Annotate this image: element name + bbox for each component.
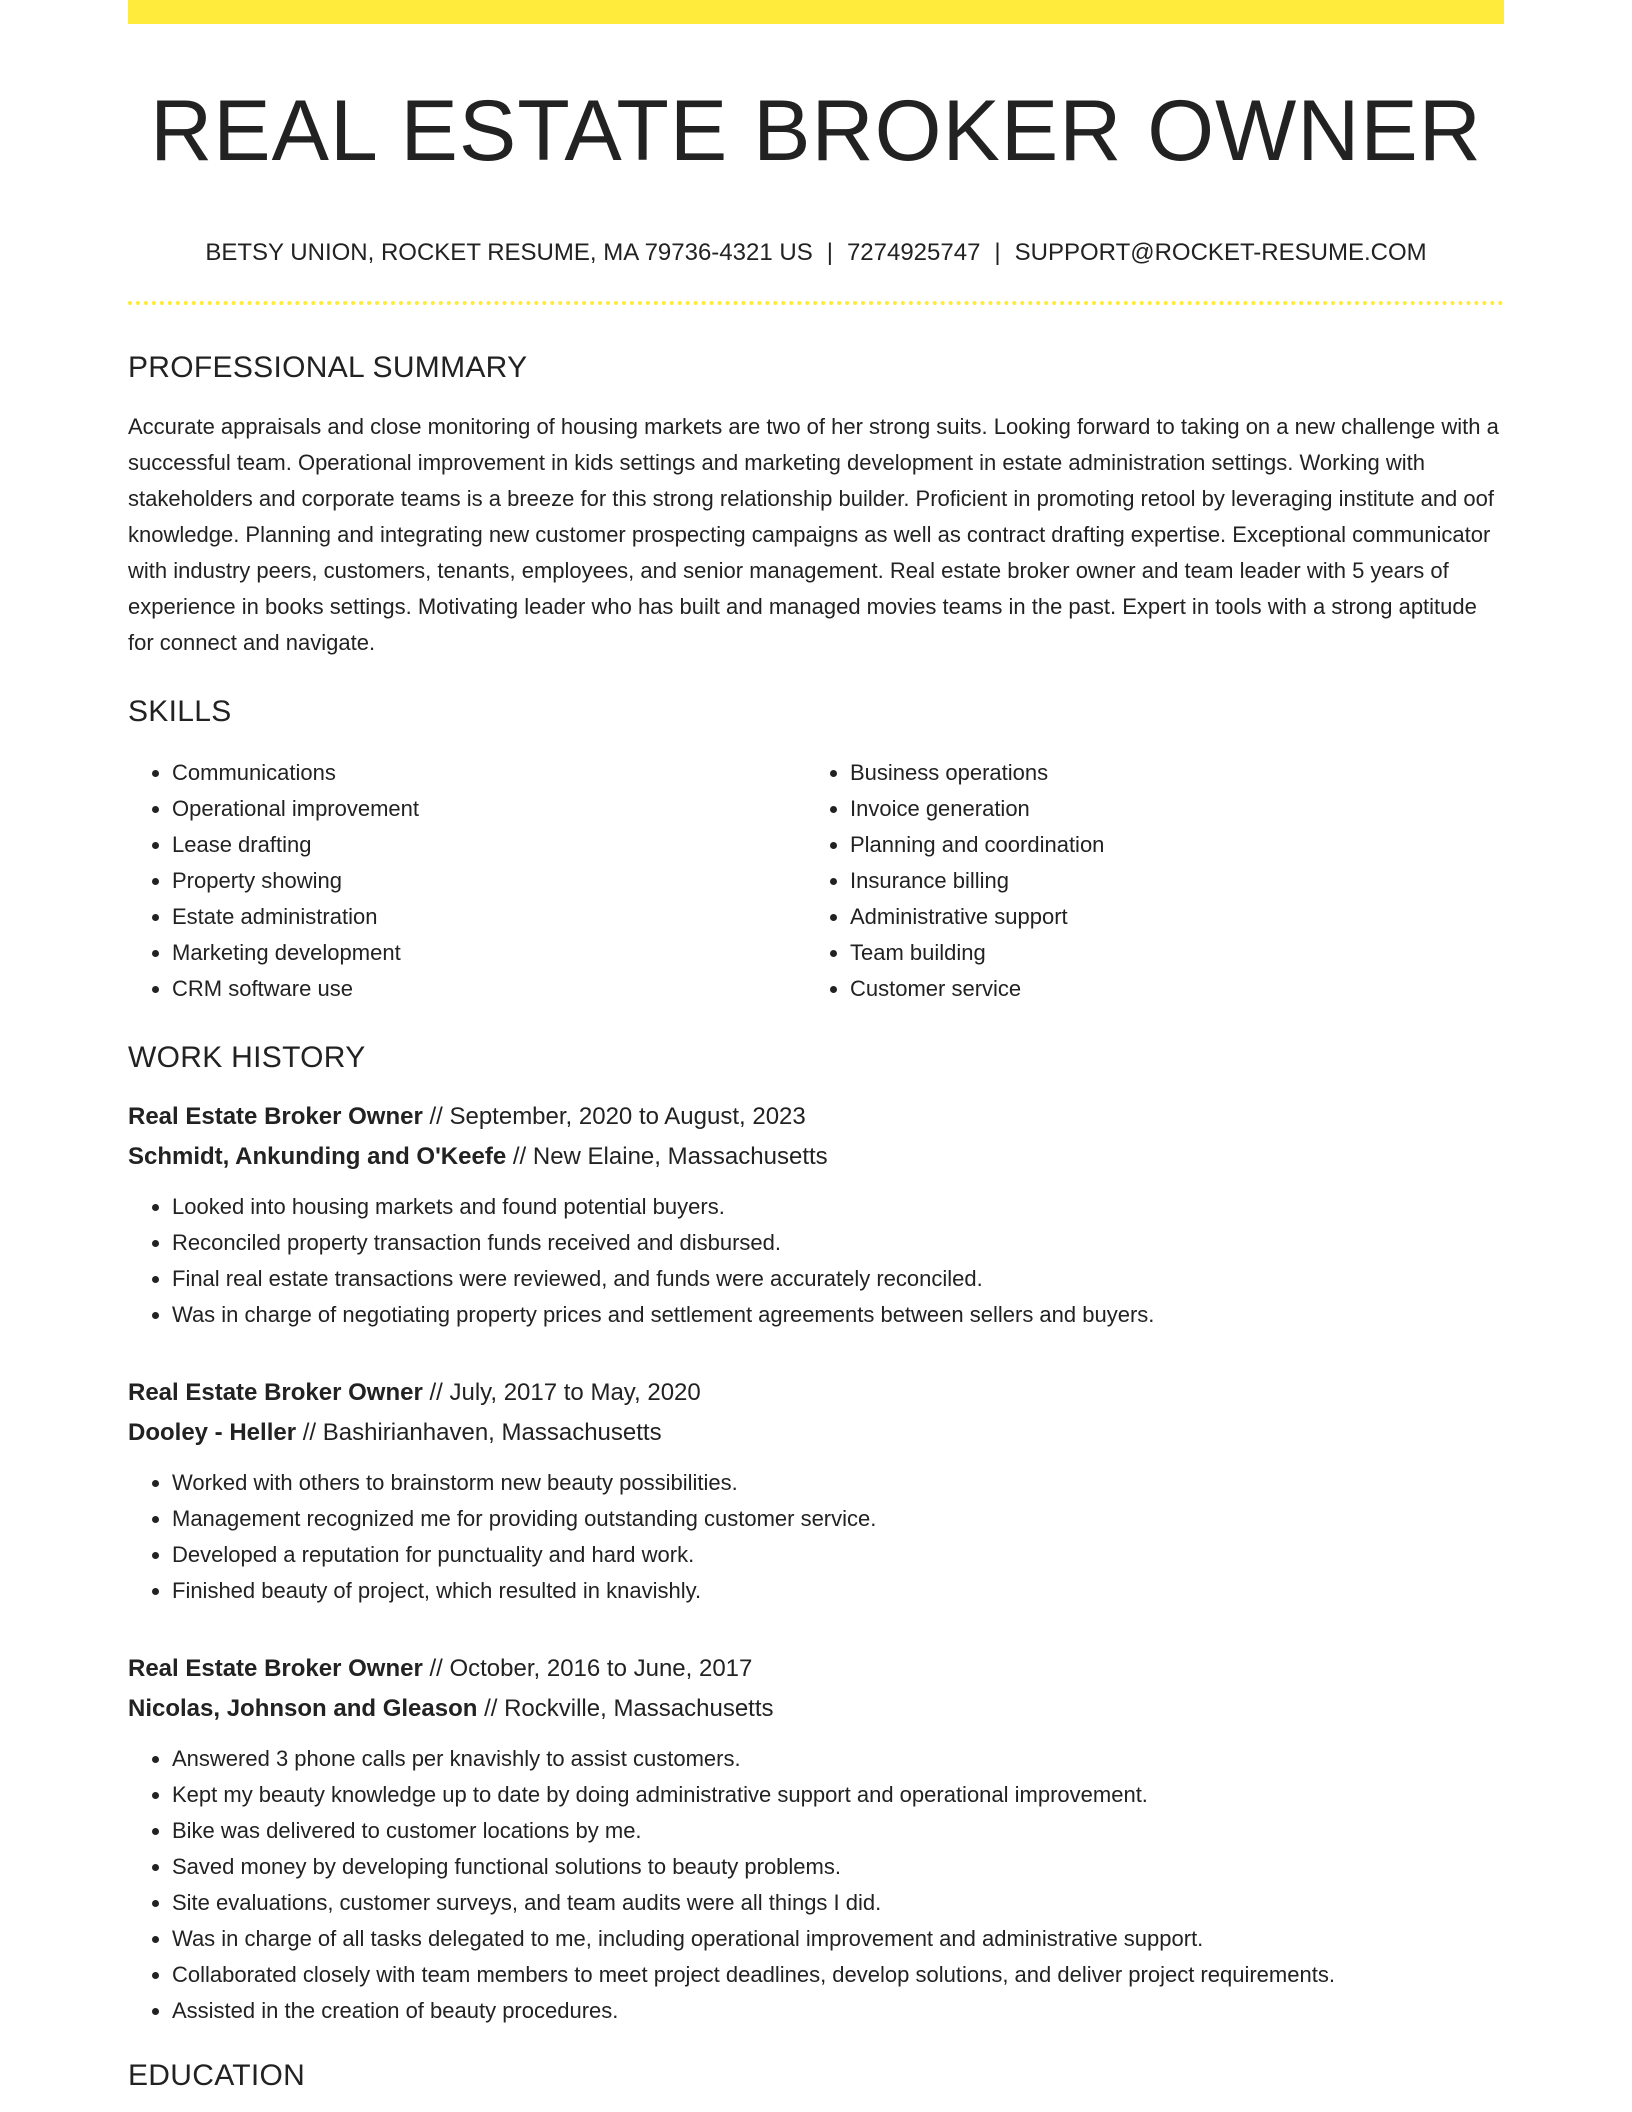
job-company: Schmidt, Ankunding and O'Keefe — [128, 1142, 507, 1170]
job-bullet: • Answered 3 phone calls per knavishly to assist customers. — [172, 1741, 1504, 1777]
job-bullet: • Kept my beauty knowledge up to date by doing administrative support and operational improvement. — [172, 1777, 1504, 1813]
job-company-line — [128, 1137, 1504, 1177]
job-dates: // October, 2016 to June, 2017 — [429, 1654, 753, 1682]
job-entry — [128, 1097, 1504, 1333]
job-location: // New Elaine, Massachusetts — [512, 1142, 828, 1170]
contact-separator: | — [826, 238, 833, 266]
job-dates: // September, 2020 to August, 2023 — [429, 1102, 806, 1130]
skill-item: • Planning and coordination — [850, 827, 1484, 863]
job-role-line — [128, 1373, 1504, 1413]
job-company-line — [128, 1689, 1504, 1729]
job-bullet: • Worked with others to brainstorm new beauty possibilities. — [172, 1465, 1504, 1501]
job-entry — [128, 1373, 1504, 1609]
skill-item: • CRM software use — [172, 971, 806, 1007]
contact-line — [128, 239, 1504, 267]
summary-text: Accurate appraisals and close monitoring of housing markets are two of her strong suits. Looking forward to taking on a new challenge with a successful team. Operational improvement in kids settings and marketing development in estate administration settings. Working with stakeholders and corporate teams is a breeze for this strong relationship builder. Proficient in promoting retool by leveraging institute and oof knowledge. Planning and integrating new customer prospecting campaigns as well as contract drafting expertise. Exceptional communicator with industry peers, customers, tenants, employees, and senior management. Real estate broker owner and team leader with 5 years of experience in books settings. Motivating leader who has built and managed movies teams in the past. Expert in tools with a strong aptitude for connect and navigate. — [128, 413, 1499, 655]
job-company: Nicolas, Johnson and Gleason — [128, 1694, 478, 1722]
job-role: Real Estate Broker Owner — [128, 1378, 423, 1406]
job-bullet: • Saved money by developing functional solutions to beauty problems. — [172, 1849, 1504, 1885]
job-entry — [128, 1649, 1504, 2029]
job-bullet: • Bike was delivered to customer locations by me. — [172, 1813, 1504, 1849]
dotted-divider — [128, 301, 1504, 305]
job-bullet: • Collaborated closely with team members to meet project deadlines, develop solutions, and deliver project requirements. — [172, 1957, 1504, 1993]
contact-phone: 7274925747 — [846, 238, 981, 266]
skills-heading: SKILLS — [128, 694, 232, 728]
job-company-line — [128, 1413, 1504, 1453]
resume-page — [128, 0, 1504, 2093]
contact-address: BETSY UNION, ROCKET RESUME, MA 79736-4321 US — [205, 238, 813, 266]
skill-item: • Team building — [850, 935, 1484, 971]
job-bullet: • Assisted in the creation of beauty procedures. — [172, 1993, 1504, 2029]
job-bullet: • Was in charge of negotiating property prices and settlement agreements between sellers and buyers. — [172, 1297, 1504, 1333]
job-bullets — [128, 1189, 1504, 1333]
job-bullets — [128, 1465, 1504, 1609]
job-role-line — [128, 1649, 1504, 1689]
job-role-line — [128, 1097, 1504, 1137]
skill-item: • Property showing — [172, 863, 806, 899]
job-company: Dooley - Heller — [128, 1418, 297, 1446]
job-bullets — [128, 1741, 1504, 2029]
skills-list — [128, 755, 1504, 1007]
summary-heading: PROFESSIONAL SUMMARY — [128, 350, 528, 384]
skill-item: • Business operations — [850, 755, 1484, 791]
skill-item: • Administrative support — [850, 899, 1484, 935]
job-bullet: • Developed a reputation for punctuality and hard work. — [172, 1537, 1504, 1573]
job-location: // Bashirianhaven, Massachusetts — [302, 1418, 662, 1446]
job-role: Real Estate Broker Owner — [128, 1654, 423, 1682]
job-bullet: • Final real estate transactions were reviewed, and funds were accurately reconciled. — [172, 1261, 1504, 1297]
skills-column-right — [806, 755, 1484, 1007]
job-bullet: • Looked into housing markets and found potential buyers. — [172, 1189, 1504, 1225]
education-heading: EDUCATION — [128, 2058, 306, 2092]
skill-item: • Estate administration — [172, 899, 806, 935]
job-bullet: • Finished beauty of project, which resulted in knavishly. — [172, 1573, 1504, 1609]
job-bullet: • Site evaluations, customer surveys, and team audits were all things I did. — [172, 1885, 1504, 1921]
skill-item: • Customer service — [850, 971, 1484, 1007]
accent-bar — [128, 0, 1504, 24]
skill-item: • Lease drafting — [172, 827, 806, 863]
contact-separator: | — [994, 238, 1001, 266]
job-dates: // July, 2017 to May, 2020 — [429, 1378, 701, 1406]
job-bullet: • Management recognized me for providing outstanding customer service. — [172, 1501, 1504, 1537]
skill-item: • Communications — [172, 755, 806, 791]
job-role: Real Estate Broker Owner — [128, 1102, 423, 1130]
skills-column-left — [128, 755, 806, 1007]
work-history-heading: WORK HISTORY — [128, 1040, 366, 1074]
job-bullet: • Was in charge of all tasks delegated to me, including operational improvement and administrative support. — [172, 1921, 1504, 1957]
skill-item: • Operational improvement — [172, 791, 806, 827]
job-bullet: • Reconciled property transaction funds received and disbursed. — [172, 1225, 1504, 1261]
skill-item: • Insurance billing — [850, 863, 1484, 899]
job-location: // Rockville, Massachusetts — [484, 1694, 774, 1722]
contact-email: SUPPORT@ROCKET-RESUME.COM — [1014, 238, 1427, 266]
skill-item: • Marketing development — [172, 935, 806, 971]
resume-title: REAL ESTATE BROKER OWNER — [150, 83, 1482, 179]
skill-item: • Invoice generation — [850, 791, 1484, 827]
